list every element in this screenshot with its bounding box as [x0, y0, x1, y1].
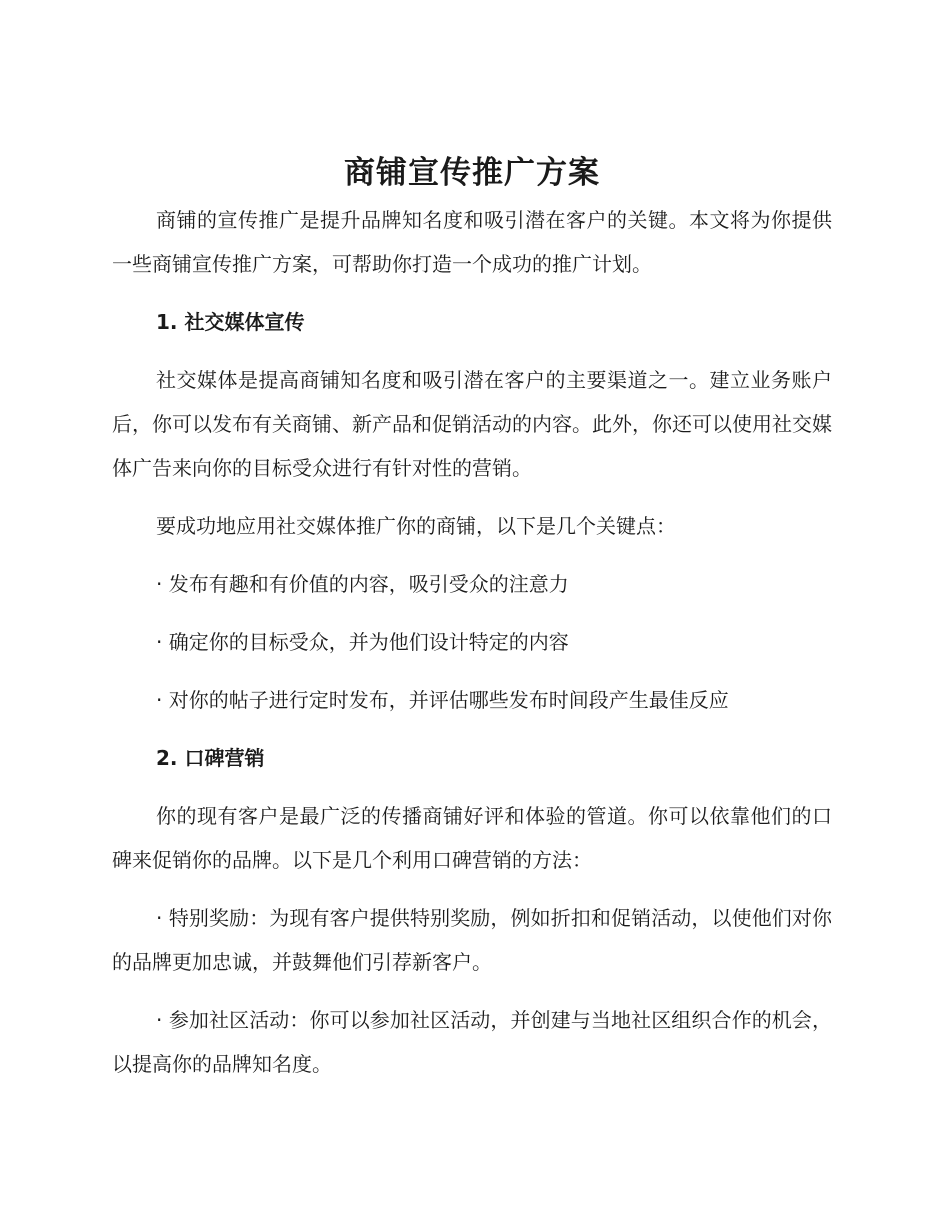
word-of-mouth-item: · 特别奖励：为现有客户提供特别奖励，例如折扣和促销活动，以使他们对你的品牌更加忠诚，并鼓舞他们引荐新客户。	[112, 906, 832, 974]
document-title: 商铺宣传推广方案	[344, 155, 600, 191]
section-heading-word-of-mouth: 2. 口碑营销	[156, 746, 265, 770]
section-heading-social-media: 1. 社交媒体宣传	[156, 310, 305, 334]
word-of-mouth-item: · 参加社区活动：你可以参加社区活动，并创建与当地社区组织合作的机会，以提高你的品牌知名度。	[112, 1008, 832, 1076]
bullet-item: · 发布有趣和有价值的内容，吸引受众的注意力	[156, 572, 569, 596]
word-of-mouth-paragraph: 你的现有客户是最广泛的传播商铺好评和体验的管道。你可以依靠他们的口碑来促销你的品牌。以下是几个利用口碑营销的方法：	[112, 804, 832, 872]
social-media-paragraph: 社交媒体是提高商铺知名度和吸引潜在客户的主要渠道之一。建立业务账户后，你可以发布有关商铺、新产品和促销活动的内容。此外，你还可以使用社交媒体广告来向你的目标受众进行有针对性的营销。	[112, 368, 832, 480]
social-media-keypoints-intro: 要成功地应用社交媒体推广你的商铺，以下是几个关键点：	[156, 514, 676, 538]
bullet-item: · 对你的帖子进行定时发布，并评估哪些发布时间段产生最佳反应	[156, 688, 729, 712]
bullet-item: · 确定你的目标受众，并为他们设计特定的内容	[156, 630, 569, 654]
document-page	[112, 148, 832, 1086]
intro-paragraph: 商铺的宣传推广是提升品牌知名度和吸引潜在客户的关键。本文将为你提供一些商铺宣传推广方案，可帮助你打造一个成功的推广计划。	[112, 208, 832, 276]
